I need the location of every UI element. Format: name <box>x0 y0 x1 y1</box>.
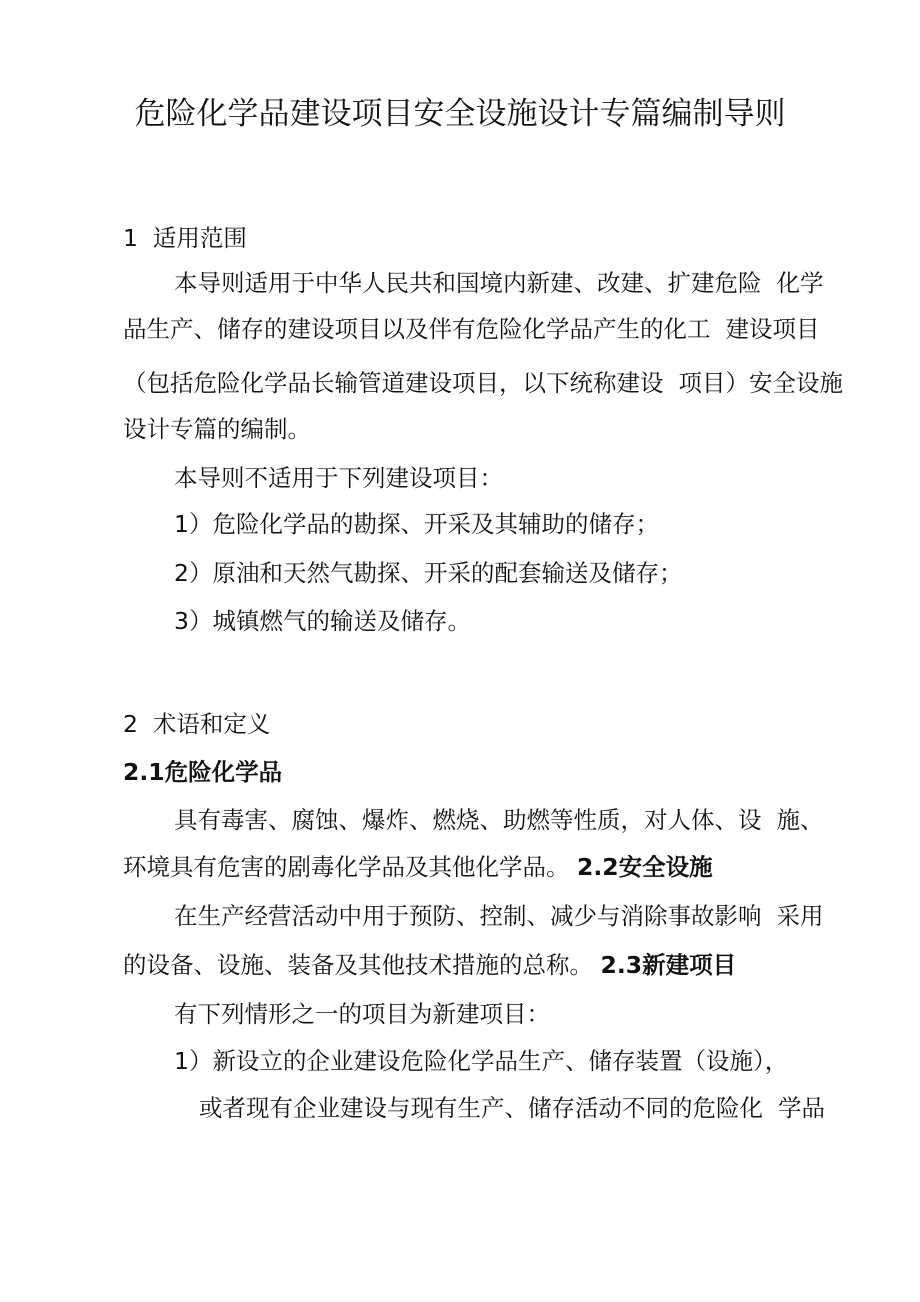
paragraph-text: 的设备、设施、装备及其他技术措施的总称。 <box>123 951 601 979</box>
paragraph-line: 本导则适用于中华人民共和国境内新建、改建、扩建危险 化学 <box>174 269 824 297</box>
subsection-heading: 2.3新建项目 <box>600 951 737 979</box>
list-item: 1）危险化学品的勘探、开采及其辅助的储存； <box>174 510 659 538</box>
subsection-heading: 2.1危险化学品 <box>123 758 283 786</box>
paragraph-line <box>123 852 713 882</box>
list-item: 2）原油和天然气勘探、开采的配套输送及储存； <box>174 559 683 587</box>
section-heading-terms: 2 术语和定义 <box>123 710 271 738</box>
paragraph-line: （包括危险化学品长输管道建设项目，以下统称建设 项目）安全设施 <box>123 369 843 397</box>
paragraph-line: 有下列情形之一的项目为新建项目： <box>174 1000 550 1028</box>
paragraph-text: 环境具有危害的剧毒化学品及其他化学品。 <box>123 853 577 881</box>
paragraph-line: 具有毒害、腐蚀、爆炸、燃烧、助燃等性质，对人体、设 施、 <box>174 806 824 834</box>
list-item: 或者现有企业建设与现有生产、储存活动不同的危险化 学品 <box>199 1094 825 1122</box>
list-item: 1）新设立的企业建设危险化学品生产、储存装置（设施）， <box>174 1047 789 1075</box>
paragraph-line <box>123 950 736 980</box>
paragraph-line: 设计专篇的编制。 <box>123 415 311 443</box>
paragraph-line: 本导则不适用于下列建设项目： <box>174 464 503 492</box>
subsection-heading: 2.2安全设施 <box>576 853 713 881</box>
section-heading-scope: 1 适用范围 <box>123 224 247 252</box>
paragraph-line: 品生产、储存的建设项目以及伴有危险化学品产生的化工 建设项目 <box>123 315 820 343</box>
list-item: 3）城镇燃气的输送及储存。 <box>174 607 471 635</box>
paragraph-line: 在生产经营活动中用于预防、控制、减少与消除事故影响 采用 <box>174 902 824 930</box>
document-title: 危险化学品建设项目安全设施设计专篇编制导则 <box>134 96 786 132</box>
